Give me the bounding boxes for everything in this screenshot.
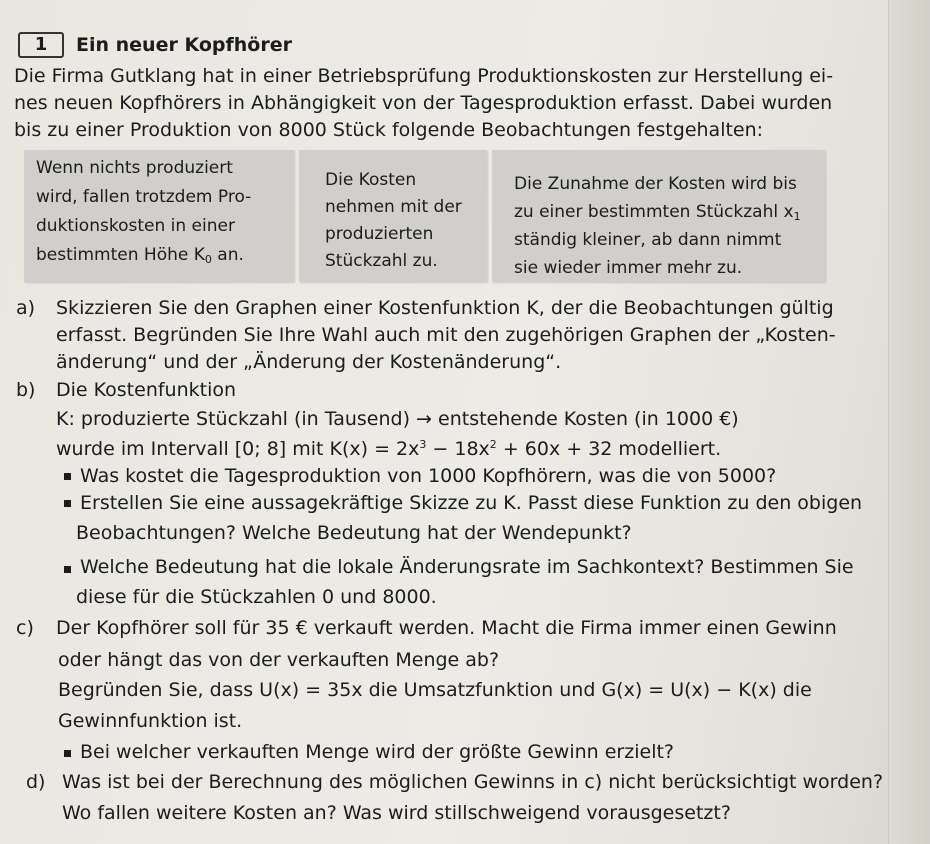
page-edge — [888, 0, 930, 844]
box2-line-4: Stückzahl zu. — [325, 251, 438, 271]
part-b-bullet-3-line-2: diese für die Stückzahlen 0 und 8000. — [76, 586, 437, 608]
part-c-line-1: Der Kopfhörer soll für 35 € verkauft werden. Macht die Firma immer einen Gewinn — [56, 617, 837, 639]
part-a-line-3: änderung“ und der „Änderung der Kostenänderung“. — [56, 351, 562, 373]
part-b-line-1: Die Kostenfunktion — [56, 379, 237, 401]
box3-line-2: zu einer bestimmten Stückzahl $x_1$ — [514, 202, 801, 223]
part-b-bullet-1: Was kostet die Tagesproduktion von 1000 Kopfhörern, was die von 5000? — [80, 465, 777, 487]
part-d-line-2: Wo fallen weitere Kosten an? Was wird stillschweigend vorausgesetzt? — [62, 802, 731, 824]
observation-box-fixed-costs — [24, 150, 294, 282]
part-a-line-1: Skizzieren Sie den Graphen einer Kostenfunktion K, der die Beobachtungen gültig — [56, 297, 834, 319]
part-b-bullet-3-line-1: Welche Bedeutung hat die lokale Änderungsrate im Sachkontext? Bestimmen Sie — [80, 556, 854, 578]
bullet-marker — [64, 500, 71, 507]
part-d-line-1: Was ist bei der Berechnung des möglichen Gewinns in c) nicht berücksichtigt worden? — [62, 771, 884, 793]
part-c-line-3: Begründen Sie, dass U(x) = 35x die Umsatzfunktion und G(x) = U(x) − K(x) die — [58, 679, 812, 701]
intro-line-2: nes neuen Kopfhörers in Abhängigkeit von der Tagesproduktion erfasst. Dabei wurden — [14, 92, 833, 114]
bullet-marker — [64, 473, 71, 480]
bullet-marker — [64, 566, 71, 573]
part-b-cost-function: wurde im Intervall [0; 8] mit $K(x) = 2x^3 - 18x^2 + 60x + 32$ modelliert. — [56, 438, 722, 460]
task-title: Ein neuer Kopfhörer — [76, 34, 292, 56]
part-c-line-4: Gewinnfunktion ist. — [58, 710, 243, 732]
box1-line-2: wird, fallen trotzdem Pro- — [36, 187, 252, 207]
observation-box-increasing-costs — [299, 150, 487, 282]
part-b-bullet-2-line-1: Erstellen Sie eine aussagekräftige Skizze zu K. Passt diese Funktion zu den obigen — [80, 492, 863, 514]
box1-line-4: bestimmten Höhe $K_0$ an. — [36, 245, 244, 266]
part-b-label: b) — [16, 379, 36, 401]
part-c-line-2: oder hängt das von der verkauften Menge ab? — [58, 649, 500, 671]
bullet-marker — [64, 750, 71, 757]
part-a-label: a) — [16, 297, 36, 319]
part-c-label: c) — [16, 617, 34, 639]
box3-line-3: ständig kleiner, ab dann nimmt — [514, 230, 782, 250]
box3-line-1: Die Zunahme der Kosten wird bis — [514, 174, 797, 194]
intro-line-1: Die Firma Gutklang hat in einer Betriebsprüfung Produktionskosten zur Herstellung ei- — [14, 65, 834, 87]
task-number: 1 — [18, 32, 64, 58]
part-d-label: d) — [26, 771, 46, 793]
part-a-line-2: erfasst. Begründen Sie Ihre Wahl auch mit den zugehörigen Graphen der „Kosten- — [56, 324, 836, 346]
box3-line-4: sie wieder immer mehr zu. — [514, 258, 743, 278]
box2-line-3: produzierten — [325, 224, 434, 244]
observation-box-cost-growth — [492, 150, 825, 282]
intro-line-3: bis zu einer Produktion von 8000 Stück folgende Beobachtungen festgehalten: — [14, 119, 764, 141]
box1-line-1: Wenn nichts produziert — [36, 158, 233, 178]
part-b-bullet-2-line-2: Beobachtungen? Welche Bedeutung hat der Wendepunkt? — [76, 522, 632, 544]
box2-line-2: nehmen mit der — [325, 197, 462, 217]
part-b-line-2: K: produzierte Stückzahl (in Tausend) → entstehende Kosten (in 1000 €) — [56, 408, 739, 430]
part-c-bullet: Bei welcher verkauften Menge wird der größte Gewinn erzielt? — [80, 741, 675, 763]
box2-line-1: Die Kosten — [325, 170, 417, 190]
box1-line-3: duktionskosten in einer — [36, 216, 235, 236]
